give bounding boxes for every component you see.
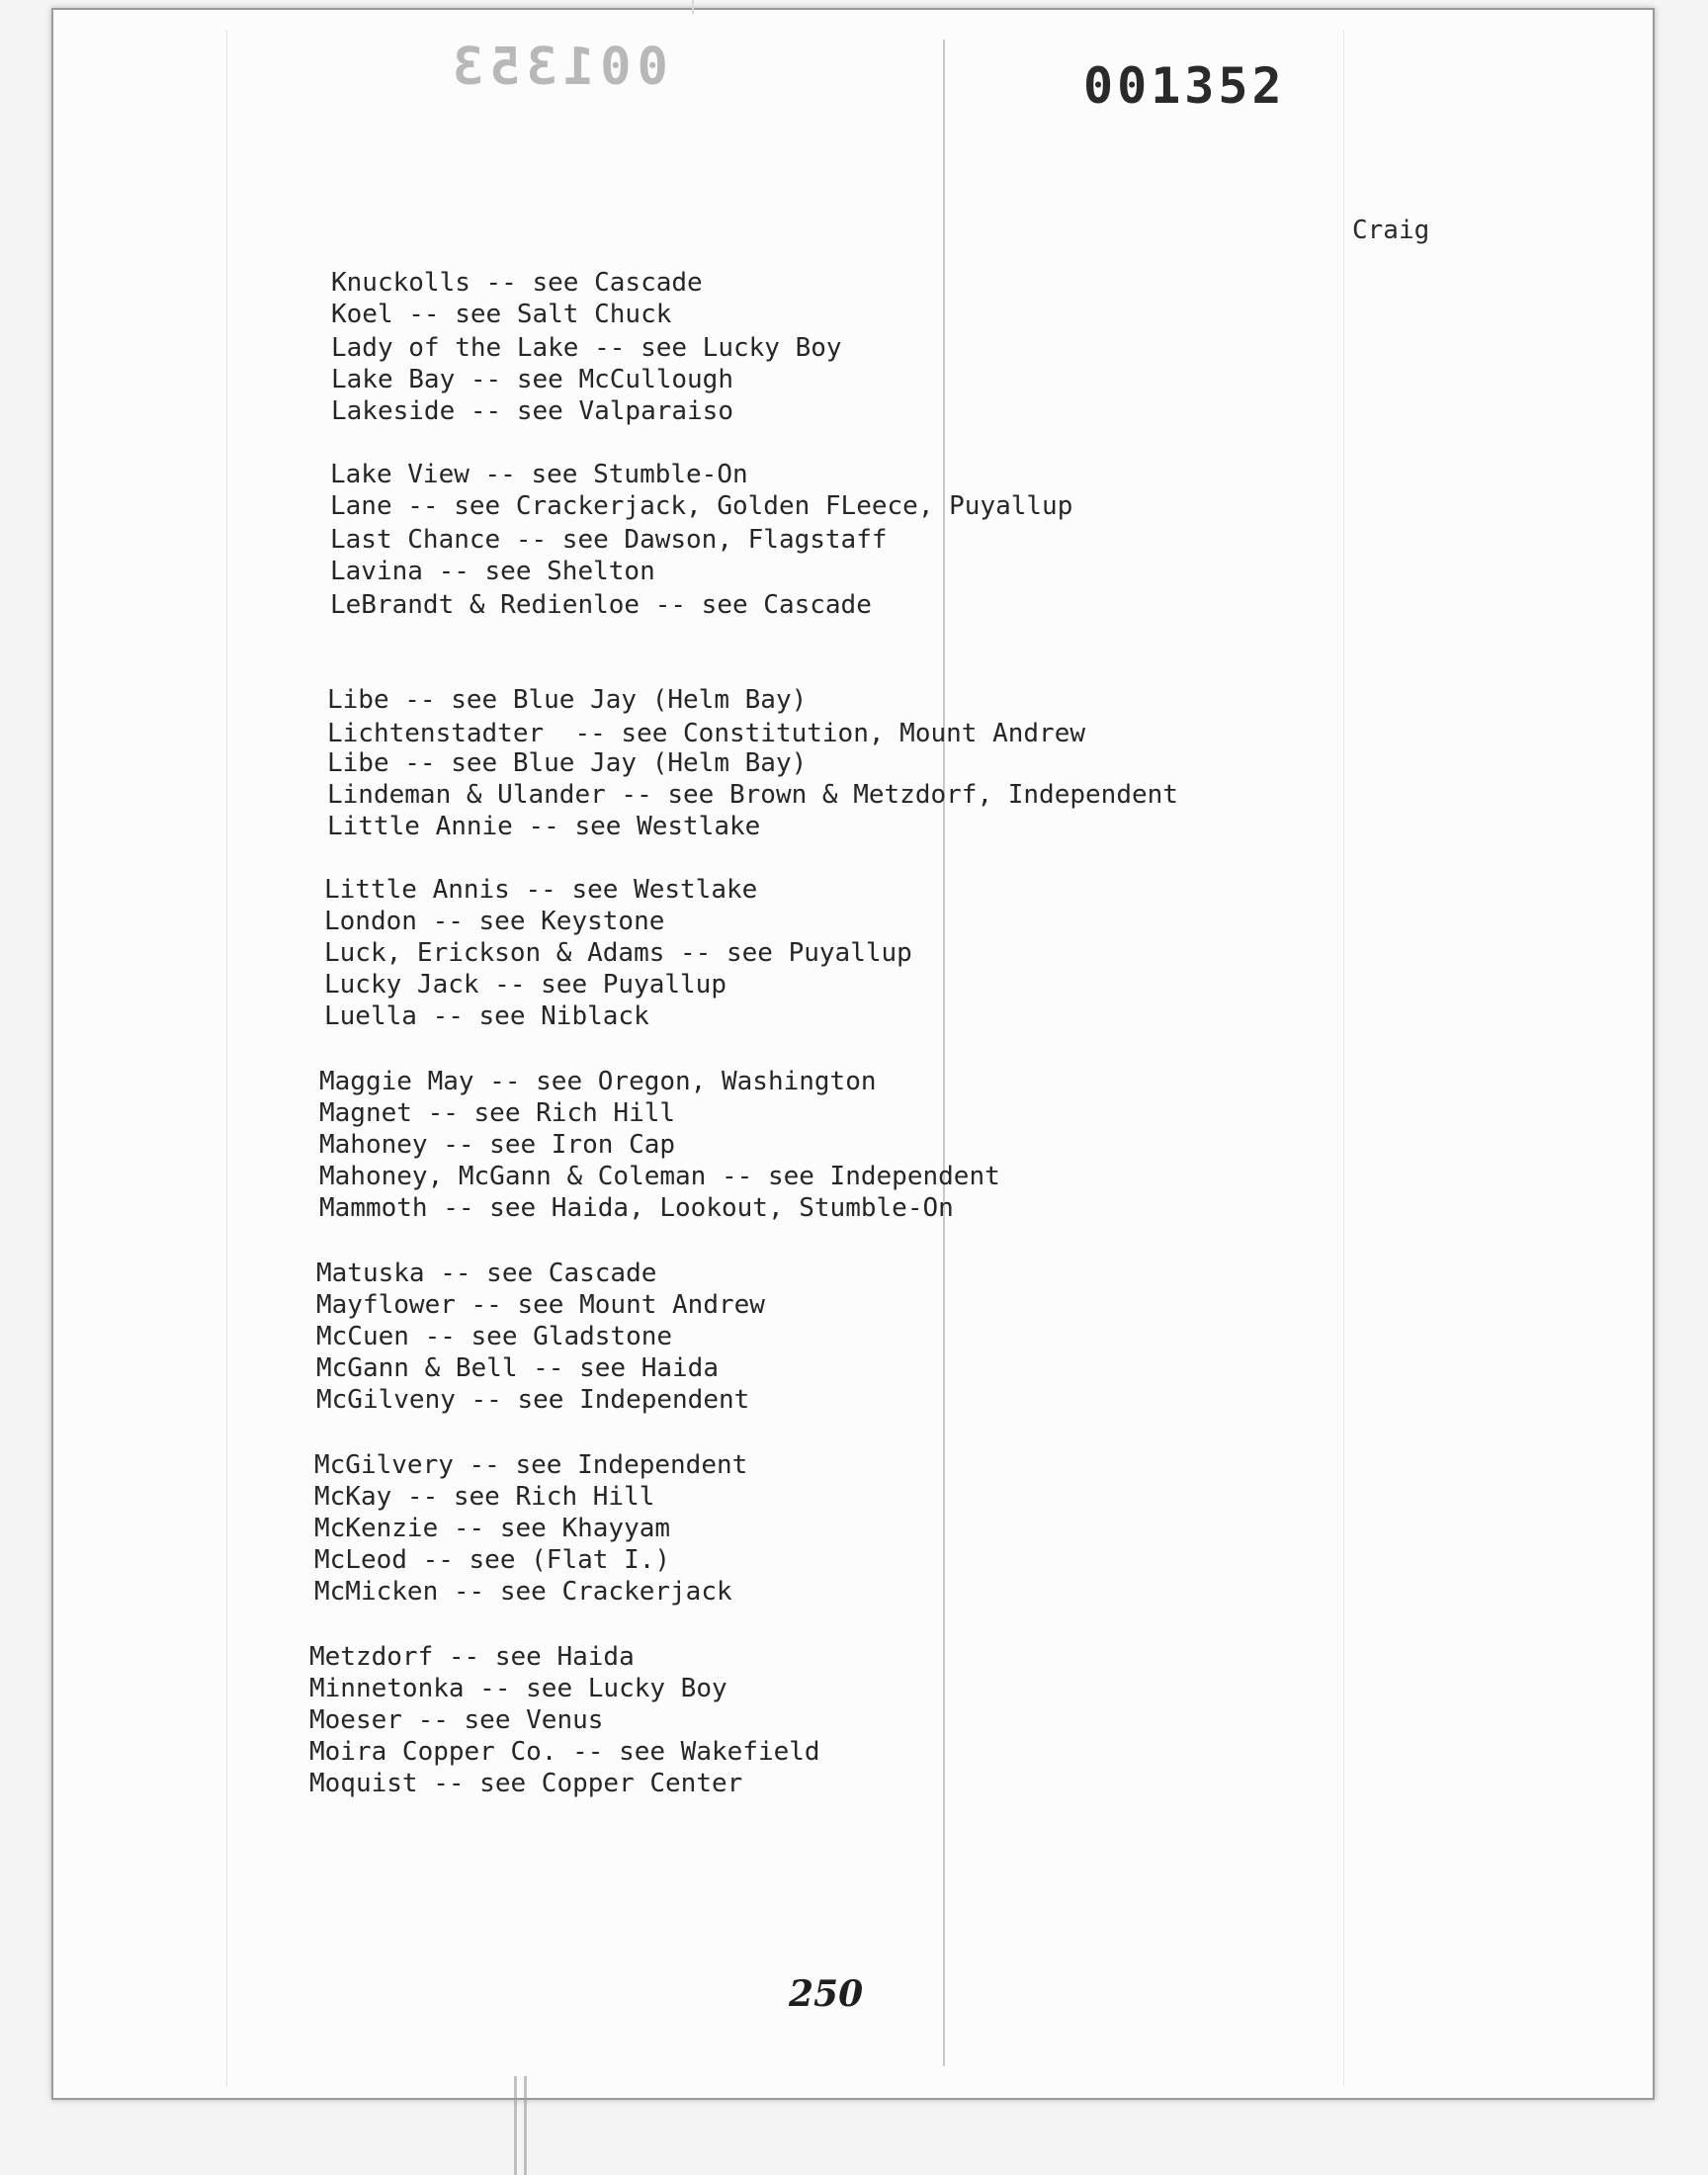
list-item: Lake Bay -- see McCullough [331,365,733,394]
list-item: Last Chance -- see Dawson, Flagstaff [330,525,888,555]
list-item: Lavina -- see Shelton [330,557,655,586]
list-item: Libe -- see Blue Jay (Helm Bay) [327,685,808,715]
scan-artifact [524,2076,527,2175]
list-item: Mahoney, McGann & Coleman -- see Independent [319,1162,1000,1191]
list-item: Lichtenstadter -- see Constitution, Mount Andrew [327,719,1086,748]
list-item: Minnetonka -- see Lucky Boy [309,1674,727,1703]
list-item: Metzdorf -- see Haida [309,1642,635,1672]
list-item: Knuckolls -- see Cascade [331,268,703,298]
list-item: McKay -- see Rich Hill [314,1482,655,1512]
list-item: Mammoth -- see Haida, Lookout, Stumble-On [319,1193,954,1223]
list-item: McKenzie -- see Khayyam [314,1514,671,1543]
section-header-label: Craig [1352,216,1430,245]
list-item: Koel -- see Salt Chuck [331,300,672,329]
list-item: Lake View -- see Stumble-On [330,460,748,489]
bates-stamp-number: 001352 [1083,57,1286,115]
list-item: London -- see Keystone [324,907,665,936]
list-item: Little Annis -- see Westlake [324,875,758,905]
list-item: Moira Copper Co. -- see Wakefield [309,1737,820,1767]
list-item: McMicken -- see Crackerjack [314,1577,732,1607]
list-item: Lady of the Lake -- see Lucky Boy [331,333,842,363]
scan-artifact [514,2076,517,2175]
list-item: Luella -- see Niblack [324,1001,649,1031]
list-item: Luck, Erickson & Adams -- see Puyallup [324,938,912,968]
list-item: McLeod -- see (Flat I.) [314,1545,671,1575]
list-item: McCuen -- see Gladstone [316,1322,673,1351]
list-item: Moeser -- see Venus [309,1705,604,1735]
list-item: McGann & Bell -- see Haida [316,1353,719,1383]
list-item: Lakeside -- see Valparaiso [331,396,733,426]
list-item: Little Annie -- see Westlake [327,812,761,841]
handwritten-page-number: 250 [789,1973,864,2015]
bates-stamp-bleedthrough: 001353 [447,38,668,97]
list-item: Maggie May -- see Oregon, Washington [319,1067,877,1096]
list-item: Magnet -- see Rich Hill [319,1098,676,1128]
list-item: Lindeman & Ulander -- see Brown & Metzdorf, Independent [327,780,1178,810]
list-item: LeBrandt & Redienloe -- see Cascade [330,590,872,620]
list-item: Moquist -- see Copper Center [309,1769,743,1798]
list-item: Matuska -- see Cascade [316,1259,657,1288]
list-item: Mayflower -- see Mount Andrew [316,1290,765,1320]
list-item: Lucky Jack -- see Puyallup [324,970,726,1000]
list-item: Lane -- see Crackerjack, Golden FLeece, Puyallup [330,491,1073,521]
list-item: Mahoney -- see Iron Cap [319,1130,676,1160]
list-item: McGilveny -- see Independent [316,1385,750,1415]
list-item: McGilvery -- see Independent [314,1450,748,1480]
list-item: Libe -- see Blue Jay (Helm Bay) [327,748,808,778]
